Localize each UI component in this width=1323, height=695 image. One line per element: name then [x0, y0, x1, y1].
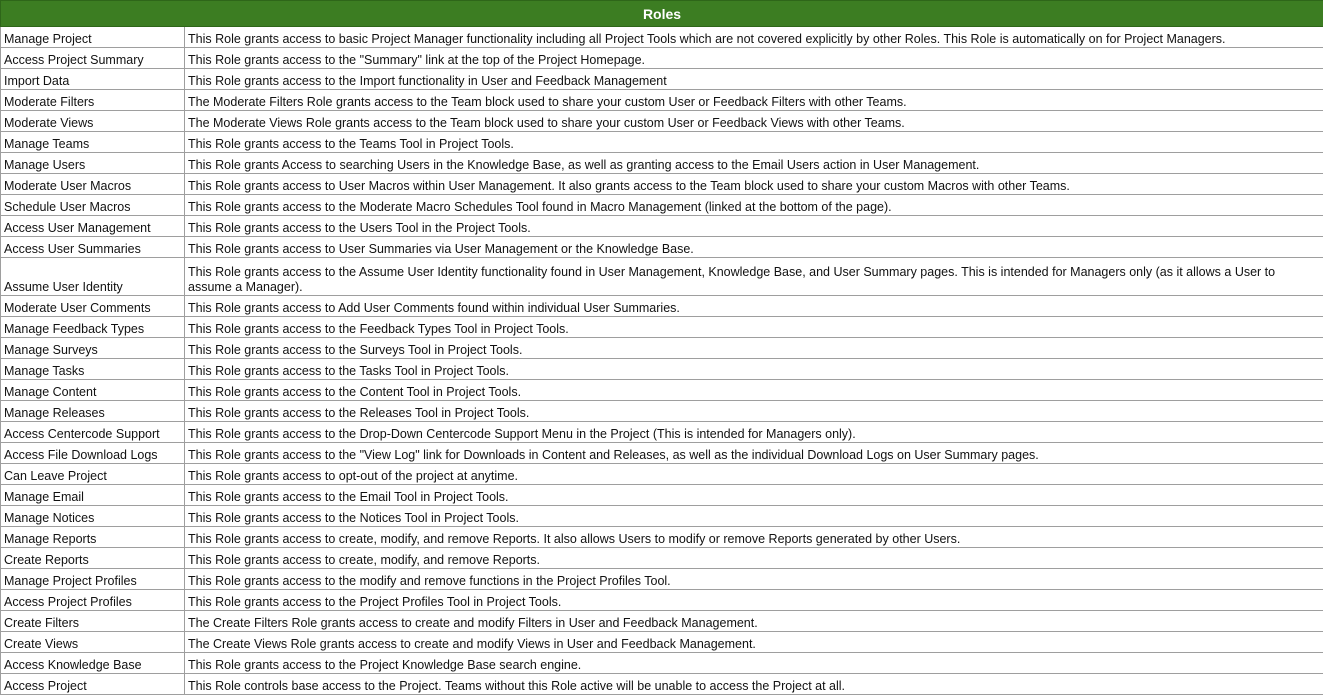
table-row [1, 359, 1323, 380]
role-name-cell: Create Views [1, 632, 185, 653]
role-name-cell: Access Project Summary [1, 48, 185, 69]
table-row [1, 27, 1323, 48]
table-row [1, 132, 1323, 153]
role-name-cell: Access Knowledge Base [1, 653, 185, 674]
role-name-cell: Moderate User Macros [1, 174, 185, 195]
table-row [1, 485, 1323, 506]
role-description-cell: This Role grants access to the Assume User Identity functionality found in User Management, Knowledge Base, and User Summary pages. This is intended for Managers only (as it allows a User to assume a Manager). [185, 258, 1323, 296]
role-description-cell: This Role grants access to the Feedback Types Tool in Project Tools. [185, 317, 1323, 338]
role-description-cell: The Moderate Filters Role grants access to the Team block used to share your custom User or Feedback Filters with other Teams. [185, 90, 1323, 111]
role-name-cell: Access Project [1, 674, 185, 695]
role-description-cell: This Role grants Access to searching Users in the Knowledge Base, as well as granting access to the Email Users action in User Management. [185, 153, 1323, 174]
role-description-cell: This Role grants access to the "Summary" link at the top of the Project Homepage. [185, 48, 1323, 69]
role-description-cell: This Role grants access to the Moderate Macro Schedules Tool found in Macro Management (linked at the bottom of the page). [185, 195, 1323, 216]
table-row [1, 111, 1323, 132]
role-name-cell: Manage Feedback Types [1, 317, 185, 338]
table-row [1, 590, 1323, 611]
table-row [1, 422, 1323, 443]
role-description-cell: This Role grants access to basic Project Manager functionality including all Project Tools which are not covered explicitly by other Roles. This Role is automatically on for Project Managers. [185, 27, 1323, 48]
table-row [1, 174, 1323, 195]
table-row [1, 153, 1323, 174]
table-row [1, 569, 1323, 590]
table-row [1, 317, 1323, 338]
role-name-cell: Moderate Filters [1, 90, 185, 111]
role-description-cell: This Role grants access to User Summaries via User Management or the Knowledge Base. [185, 237, 1323, 258]
role-name-cell: Manage Surveys [1, 338, 185, 359]
role-name-cell: Manage Email [1, 485, 185, 506]
table-row [1, 632, 1323, 653]
table-row [1, 527, 1323, 548]
role-description-cell: This Role grants access to the Notices Tool in Project Tools. [185, 506, 1323, 527]
role-description-cell: This Role grants access to the Tasks Tool in Project Tools. [185, 359, 1323, 380]
role-description-cell: The Create Views Role grants access to create and modify Views in User and Feedback Management. [185, 632, 1323, 653]
table-row [1, 380, 1323, 401]
table-row [1, 653, 1323, 674]
role-name-cell: Manage Project Profiles [1, 569, 185, 590]
table-row [1, 195, 1323, 216]
role-description-cell: This Role grants access to create, modify, and remove Reports. It also allows Users to modify or remove Reports generated by other Users. [185, 527, 1323, 548]
role-name-cell: Manage Notices [1, 506, 185, 527]
role-name-cell: Create Filters [1, 611, 185, 632]
role-name-cell: Access Centercode Support [1, 422, 185, 443]
role-name-cell: Manage Reports [1, 527, 185, 548]
role-description-cell: The Moderate Views Role grants access to the Team block used to share your custom User or Feedback Views with other Teams. [185, 111, 1323, 132]
role-description-cell: This Role grants access to the Content Tool in Project Tools. [185, 380, 1323, 401]
table-row [1, 338, 1323, 359]
role-name-cell: Access User Summaries [1, 237, 185, 258]
role-description-cell: This Role grants access to create, modify, and remove Reports. [185, 548, 1323, 569]
role-description-cell: This Role grants access to the Surveys Tool in Project Tools. [185, 338, 1323, 359]
role-name-cell: Moderate User Comments [1, 296, 185, 317]
role-description-cell: This Role grants access to the Teams Tool in Project Tools. [185, 132, 1323, 153]
role-name-cell: Create Reports [1, 548, 185, 569]
role-description-cell: This Role grants access to opt-out of the project at anytime. [185, 464, 1323, 485]
role-name-cell: Manage Project [1, 27, 185, 48]
role-description-cell: This Role grants access to the Drop-Down Centercode Support Menu in the Project (This is intended for Managers only). [185, 422, 1323, 443]
table-row [1, 443, 1323, 464]
table-row [1, 48, 1323, 69]
roles-header: Roles [1, 1, 1323, 27]
role-description-cell: This Role grants access to the Project Profiles Tool in Project Tools. [185, 590, 1323, 611]
table-row [1, 69, 1323, 90]
role-name-cell: Import Data [1, 69, 185, 90]
role-description-cell: This Role grants access to the Email Tool in Project Tools. [185, 485, 1323, 506]
table-row [1, 237, 1323, 258]
role-description-cell: This Role grants access to User Macros within User Management. It also grants access to the Team block used to share your custom Macros with other Teams. [185, 174, 1323, 195]
table-row [1, 258, 1323, 296]
table-row [1, 90, 1323, 111]
role-description-cell: This Role controls base access to the Project. Teams without this Role active will be unable to access the Project at all. [185, 674, 1323, 695]
table-row [1, 548, 1323, 569]
role-name-cell: Manage Users [1, 153, 185, 174]
table-row [1, 401, 1323, 422]
role-description-cell: The Create Filters Role grants access to create and modify Filters in User and Feedback Management. [185, 611, 1323, 632]
role-name-cell: Moderate Views [1, 111, 185, 132]
role-description-cell: This Role grants access to the "View Log" link for Downloads in Content and Releases, as well as the individual Download Logs on User Summary pages. [185, 443, 1323, 464]
role-description-cell: This Role grants access to Add User Comments found within individual User Summaries. [185, 296, 1323, 317]
role-name-cell: Access Project Profiles [1, 590, 185, 611]
role-name-cell: Manage Tasks [1, 359, 185, 380]
role-name-cell: Manage Content [1, 380, 185, 401]
table-row [1, 674, 1323, 695]
role-name-cell: Manage Releases [1, 401, 185, 422]
role-description-cell: This Role grants access to the Project Knowledge Base search engine. [185, 653, 1323, 674]
role-name-cell: Can Leave Project [1, 464, 185, 485]
role-description-cell: This Role grants access to the modify and remove functions in the Project Profiles Tool. [185, 569, 1323, 590]
role-description-cell: This Role grants access to the Releases Tool in Project Tools. [185, 401, 1323, 422]
table-row [1, 464, 1323, 485]
role-description-cell: This Role grants access to the Users Tool in the Project Tools. [185, 216, 1323, 237]
table-row [1, 296, 1323, 317]
table-row [1, 216, 1323, 237]
role-name-cell: Access File Download Logs [1, 443, 185, 464]
role-name-cell: Schedule User Macros [1, 195, 185, 216]
header-row [1, 1, 1323, 27]
role-name-cell: Manage Teams [1, 132, 185, 153]
table-row [1, 506, 1323, 527]
role-name-cell: Assume User Identity [1, 258, 185, 296]
role-description-cell: This Role grants access to the Import functionality in User and Feedback Management [185, 69, 1323, 90]
table-row [1, 611, 1323, 632]
role-name-cell: Access User Management [1, 216, 185, 237]
